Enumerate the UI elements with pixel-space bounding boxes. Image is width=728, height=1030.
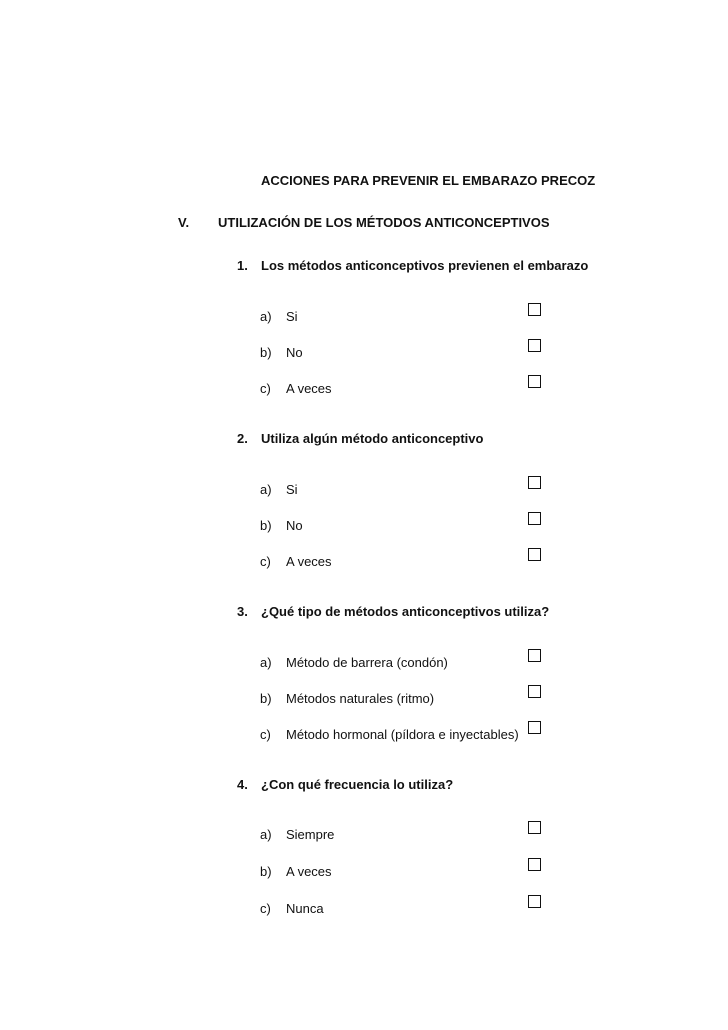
option-letter: b)	[260, 864, 272, 879]
option-4a	[260, 827, 560, 847]
option-text: Si	[286, 309, 298, 324]
option-1c	[260, 381, 560, 401]
section-title: UTILIZACIÓN DE LOS MÉTODOS ANTICONCEPTIVOS	[218, 215, 550, 230]
option-checkbox[interactable]	[528, 303, 541, 316]
option-checkbox[interactable]	[528, 649, 541, 662]
option-1a	[260, 309, 560, 329]
question-number: 4.	[237, 777, 248, 792]
option-3b	[260, 691, 560, 711]
option-letter: a)	[260, 482, 272, 497]
option-checkbox[interactable]	[528, 375, 541, 388]
option-letter: a)	[260, 655, 272, 670]
option-text: Métodos naturales (ritmo)	[286, 691, 435, 706]
option-1b	[260, 345, 560, 365]
option-checkbox[interactable]	[528, 858, 541, 871]
question-number: 3.	[237, 604, 248, 619]
question-text: ¿Qué tipo de métodos anticonceptivos utiliza?	[261, 604, 550, 619]
page-title: ACCIONES PARA PREVENIR EL EMBARAZO PRECOZ	[261, 173, 596, 188]
option-text: A veces	[286, 554, 332, 569]
option-3a	[260, 655, 560, 675]
option-text: Si	[286, 482, 298, 497]
option-letter: a)	[260, 309, 272, 324]
option-text: Nunca	[286, 901, 324, 916]
option-4b	[260, 864, 560, 884]
option-text: A veces	[286, 864, 332, 879]
option-letter: c)	[260, 554, 271, 569]
question-number: 2.	[237, 431, 248, 446]
option-text: Siempre	[286, 827, 335, 842]
option-letter: c)	[260, 901, 271, 916]
option-text: Método de barrera (condón)	[286, 655, 448, 670]
option-4c	[260, 901, 560, 921]
question-number: 1.	[237, 258, 248, 273]
option-letter: b)	[260, 345, 272, 360]
option-checkbox[interactable]	[528, 476, 541, 489]
question-text: ¿Con qué frecuencia lo utiliza?	[261, 777, 454, 792]
option-text: A veces	[286, 381, 332, 396]
option-2b	[260, 518, 560, 538]
question-text: Utiliza algún método anticonceptivo	[261, 431, 484, 446]
option-2c	[260, 554, 560, 574]
option-letter: b)	[260, 518, 272, 533]
section-number: V.	[178, 215, 190, 230]
option-checkbox[interactable]	[528, 339, 541, 352]
option-letter: c)	[260, 727, 271, 742]
option-2a	[260, 482, 560, 502]
option-letter: a)	[260, 827, 272, 842]
option-text: No	[286, 345, 303, 360]
option-letter: b)	[260, 691, 272, 706]
question-text: Los métodos anticonceptivos previenen el embarazo	[261, 258, 589, 273]
option-text: No	[286, 518, 303, 533]
option-checkbox[interactable]	[528, 685, 541, 698]
option-checkbox[interactable]	[528, 548, 541, 561]
option-checkbox[interactable]	[528, 895, 541, 908]
option-text: Método hormonal (píldora e inyectables)	[286, 727, 519, 742]
option-checkbox[interactable]	[528, 821, 541, 834]
option-letter: c)	[260, 381, 271, 396]
option-checkbox[interactable]	[528, 721, 541, 734]
option-checkbox[interactable]	[528, 512, 541, 525]
option-3c	[260, 727, 560, 747]
